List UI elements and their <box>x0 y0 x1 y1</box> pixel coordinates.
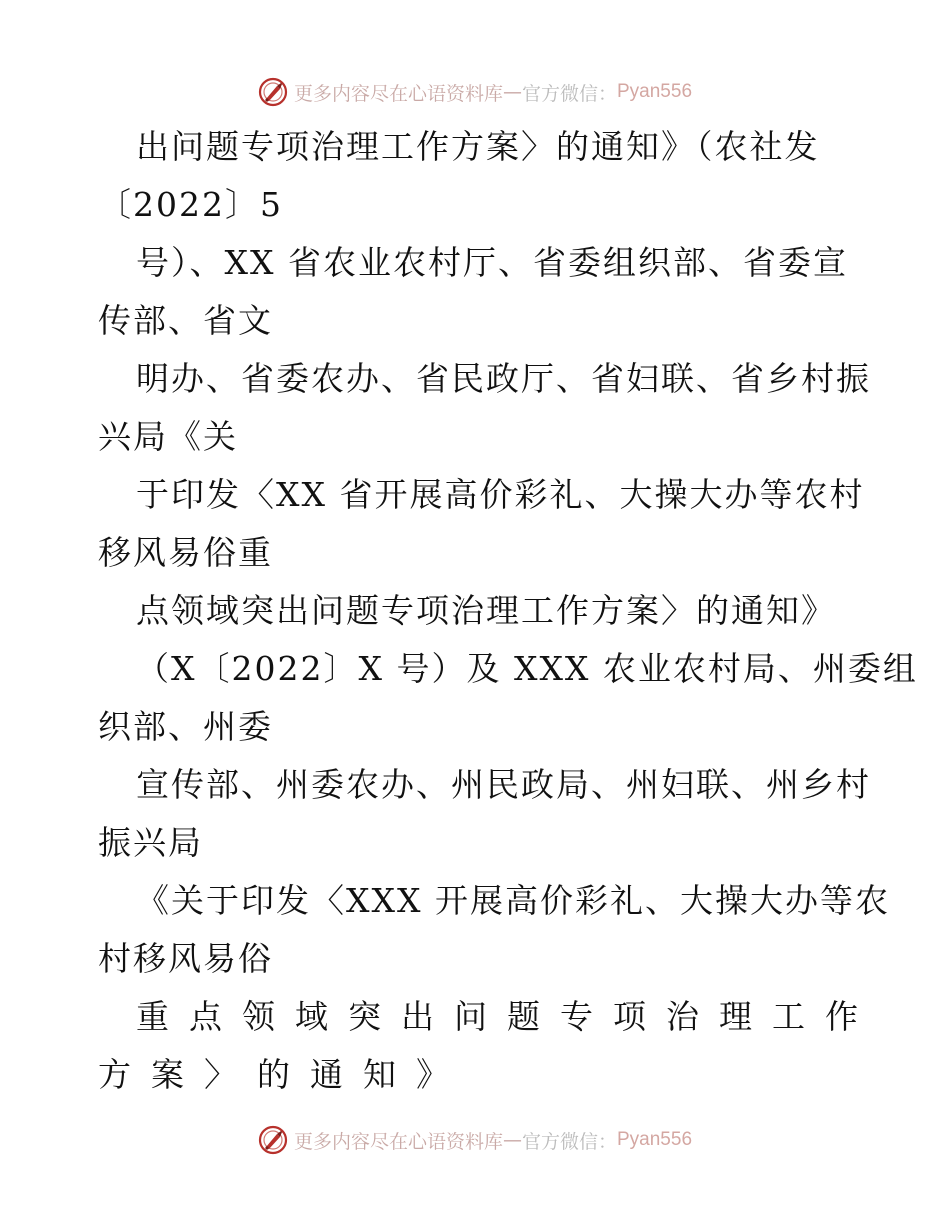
footer-wechat-id: Pyan556 <box>617 1129 693 1150</box>
text-line: 于印发〈XX 省开展高价彩礼、大操大办等农村 <box>136 475 865 514</box>
text-line: 号）、XX 省农业农村厅、省委组织部、省委宣 <box>136 243 848 282</box>
text-line: 兴局《关 <box>98 417 238 456</box>
text-line: 重点领域突出问题专项治理工作 <box>136 997 878 1036</box>
text-line: （X〔2022〕X 号）及 XXX 农业农村局、州委组 <box>136 649 918 688</box>
text-line: 传部、省文 <box>98 301 273 340</box>
text-line: 宣传部、州委农办、州民政局、州妇联、州乡村 <box>136 765 871 804</box>
text-line: 点领域突出问题专项治理工作方案〉的通知》 <box>136 591 836 630</box>
pen-nib-logo-icon <box>258 1125 288 1155</box>
text-line: 织部、州委 <box>98 707 273 746</box>
header-wechat-label: 官方微信： <box>521 82 617 105</box>
text-line: 明办、省委农办、省民政厅、省妇联、省乡村振 <box>136 359 871 398</box>
text-line: 方案〉的通知》 <box>98 1055 469 1094</box>
text-line: 振兴局 <box>98 823 203 862</box>
header-dash: — <box>502 81 522 103</box>
pen-nib-logo-icon <box>258 77 288 107</box>
text-line: 《关于印发〈XXX 开展高价彩礼、大操大办等农 <box>136 881 890 920</box>
header-banner <box>0 72 950 112</box>
footer-wechat-label: 官方微信： <box>521 1130 617 1153</box>
text-line: 村移风易俗 <box>98 939 273 978</box>
text-line: 出问题专项治理工作方案〉的通知》（农社发 <box>136 127 820 166</box>
header-site-name: 更多内容尽在心语资料库 <box>293 82 503 105</box>
text-line: 〔2022〕5 <box>98 185 283 224</box>
footer-site-name: 更多内容尽在心语资料库 <box>293 1130 503 1153</box>
header-wechat-id: Pyan556 <box>617 81 693 102</box>
text-line: 移风易俗重 <box>98 533 273 572</box>
footer-dash: — <box>502 1129 522 1151</box>
footer-banner <box>0 1120 950 1160</box>
